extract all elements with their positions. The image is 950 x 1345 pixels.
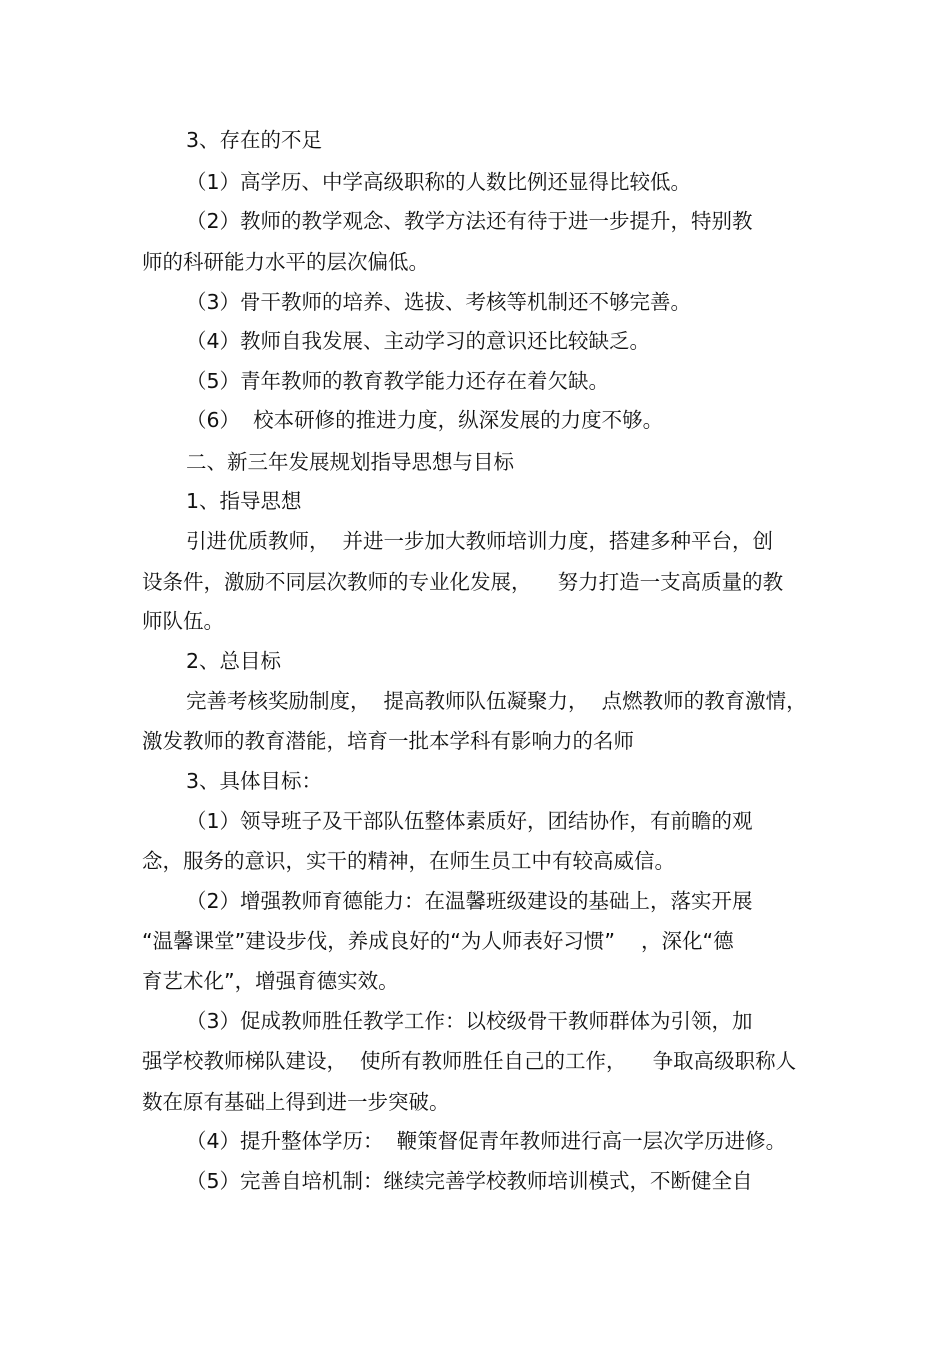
specific-goal-4: （4）提升整体学历： 鞭策督促青年教师进行高一层次学历进修。 (186, 1129, 787, 1153)
guiding-thought-line-1: 引进优质教师， 并进一步加大教师培训力度，搭建多种平台，创 (186, 529, 774, 553)
specific-goal-3-continued-2: 数在原有基础上得到进一步突破。 (142, 1090, 450, 1114)
section-heading-shortcomings: 3、存在的不足 (186, 128, 323, 152)
specific-goal-3: （3）促成教师胜任教学工作：以校级骨干教师群体为引领，加 (186, 1009, 753, 1033)
shortcoming-item-4: （4）教师自我发展、主动学习的意识还比较缺乏。 (186, 329, 651, 353)
specific-goal-1: （1）领导班子及干部队伍整体素质好，团结协作，有前瞻的观 (186, 809, 753, 833)
specific-goal-2-continued: “温馨课堂”建设步伐，养成良好的“为人师表好习惯” ，深化“德 (142, 929, 734, 953)
subheading-specific-goals: 3、具体目标： (186, 769, 323, 793)
shortcoming-item-2-continued: 师的科研能力水平的层次偏低。 (142, 250, 429, 274)
guiding-thought-line-3: 师队伍。 (142, 609, 224, 633)
specific-goal-1-continued: 念，服务的意识，实干的精神，在师生员工中有较高威信。 (142, 849, 675, 873)
subheading-overall-goal: 2、总目标 (186, 649, 282, 673)
specific-goal-2: （2）增强教师育德能力：在温馨班级建设的基础上，落实开展 (186, 889, 753, 913)
shortcoming-item-1: （1）高学历、中学高级职称的人数比例还显得比较低。 (186, 170, 692, 194)
overall-goal-line-1: 完善考核奖励制度， 提高教师队伍凝聚力， 点燃教师的教育激情， (186, 689, 807, 713)
subheading-guiding-thought: 1、指导思想 (186, 489, 302, 513)
guiding-thought-line-2: 设条件，激励不同层次教师的专业化发展， 努力打造一支高质量的教 (142, 570, 784, 594)
specific-goal-5: （5）完善自培机制：继续完善学校教师培训模式，不断健全自 (186, 1169, 753, 1193)
specific-goal-2-continued-2: 育艺术化”，增强育德实效。 (142, 969, 399, 993)
section-heading-plan: 二、新三年发展规划指导思想与目标 (186, 450, 514, 474)
shortcoming-item-6: （6） 校本研修的推进力度，纵深发展的力度不够。 (186, 408, 664, 432)
shortcoming-item-3: （3）骨干教师的培养、选拔、考核等机制还不够完善。 (186, 290, 692, 314)
specific-goal-3-continued: 强学校教师梯队建设， 使所有教师胜任自己的工作， 争取高级职称人 (142, 1049, 797, 1073)
shortcoming-item-2: （2）教师的教学观念、教学方法还有待于进一步提升，特别教 (186, 209, 753, 233)
overall-goal-line-2: 激发教师的教育潜能，培育一批本学科有影响力的名师 (142, 729, 634, 753)
shortcoming-item-5: （5）青年教师的教育教学能力还存在着欠缺。 (186, 369, 610, 393)
